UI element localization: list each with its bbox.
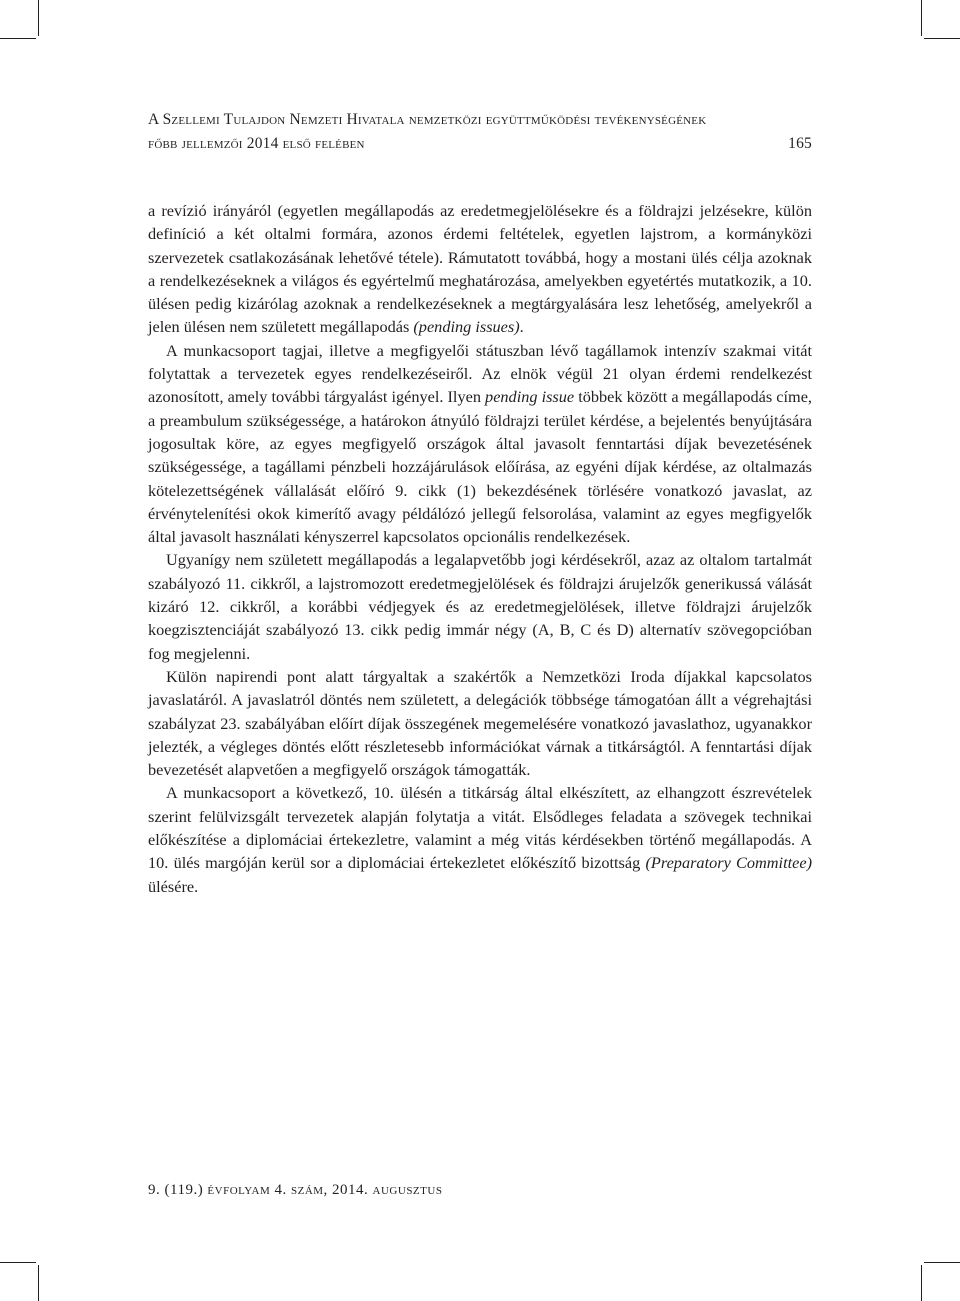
crop-mark-top-left [38, 0, 39, 36]
text-run: a revízió irányáról (egyetlen megállapodás az eredetmegjelölésekre és a földrajzi jelzésekre, külön definíció a két oltalmi formára, azonos érdemi feltételek, egyetlen lajstrom, a kormányközi szervezetek csatlakozásának lehetővé tétele). Rámutatott továbbá, hogy a mostani ülés célja azoknak a rendelkezéseknek a világos és egyértelmű meghatározása, amelyekben egyetértés mutatkozik, a 10. ülésen pedig kizárólag azoknak a rendelkezéseknek a megtárgyalására lesz lehetőség, amelyekről a jelen ülésen nem született megállapodás [148, 201, 812, 337]
paragraph-1 [148, 199, 812, 339]
running-head-line-2: főbb jellemzői 2014 első felében [148, 135, 365, 152]
text-run-italic: (pending issues) [413, 317, 520, 337]
article-body [148, 199, 812, 898]
running-head-line-1: A Szellemi Tulajdon Nemzeti Hivatala nemzetközi együttműködési tevékenységének [148, 111, 707, 128]
paragraph-2 [148, 339, 812, 549]
paragraph-5 [148, 781, 812, 897]
page-number: 165 [788, 135, 812, 152]
text-run: . [519, 317, 524, 337]
text-run: Külön napirendi pont alatt tárgyaltak a szakértők a Nemzetközi Iroda díjakkal kapcsolatos javaslatáról. A javaslatról döntés nem született, a delegációk többsége támogatóan állt a végrehajtási szabályzat 23. szabályában előírt díjak összegének megemelésére vonatkozó javaslathoz, ugyanakkor jelezték, a végleges döntés előtt részletesebb információkat várnak a titkárságtól. A fenntartási díjak bevezetését alapvetően a megfigyelő országok támogatták. [148, 666, 812, 780]
issue-footer: 9. (119.) évfolyam 4. szám, 2014. augusztus [148, 1182, 443, 1198]
text-run-italic: pending issue [485, 387, 575, 407]
text-run: ülésére. [148, 876, 199, 896]
text-run: többek között a megállapodás címe, a preambulum szükségessége, a határokon átnyúló földrajzi terület kérdése, a bejelentés benyújtására jogosultak köre, az egyes megfigyelő országok által javasolt fenntartási díjak bevezetésének szükségessége, a tagállami pénzbeli hozzájárulások előírása, az egyéni díjak kérdése, az oltalmazás kötelezettségének vállalását előíró 9. cikk (1) bekezdésének törlésére vonatkozó javaslat, az érvénytelenítési okok kimerítő avagy példálózó jellegű felsorolása, valamint az egyes megfigyelők által javasolt használati kényszerrel kapcsolatos opcionális rendelkezések. [148, 387, 812, 547]
crop-mark-bottom-right [921, 1265, 922, 1301]
running-head [148, 108, 812, 156]
crop-mark-top-right-h [924, 38, 960, 39]
crop-mark-bottom-right-h [924, 1262, 960, 1263]
text-run: A munkacsoport tagjai, illetve a megfigyelői státuszban lévő tagállamok intenzív szakmai vitát folytattak a tervezetek egyes rendelkezéseiről. Az elnök végül 21 olyan érdemi rendelkezést azonosított, amely további tárgyalást igényel. Ilyen [148, 340, 812, 407]
paragraph-4 [148, 665, 812, 781]
text-run: A munkacsoport a következő, 10. ülésén a titkárság által elkészített, az elhangzott észrevételek szerint felülvizsgált tervezetek alapján folytatja a vitát. Elsődleges feladata a szövegek technikai előkészítése a diplomáciai értekezletre, valamint a még vitás kérdésekben történő megállapodás. A 10. ülés margóján kerül sor a diplomáciai értekezletet előkészítő bizottság [148, 783, 812, 873]
crop-mark-bottom-left [38, 1265, 39, 1301]
crop-mark-top-right [921, 0, 922, 36]
crop-mark-bottom-left-h [0, 1262, 36, 1263]
paragraph-3 [148, 548, 812, 664]
text-run-italic: (Preparatory Committee) [645, 853, 813, 873]
crop-mark-top-left-h [0, 38, 36, 39]
text-run: Ugyanígy nem született megállapodás a legalapvetőbb jogi kérdésekről, azaz az oltalom tartalmát szabályozó 11. cikkről, a lajstromozott eredetmegjelölések és földrajzi árujelzők generikussá válását kizáró 12. cikkről, a korábbi védjegyek és az eredetmegjelölések, illetve földrajzi árujelzők koegzisztenciáját szabályozó 13. cikk pedig immár négy (A, B, C és D) alternatív szövegopcióban fog megjelenni. [148, 550, 812, 663]
